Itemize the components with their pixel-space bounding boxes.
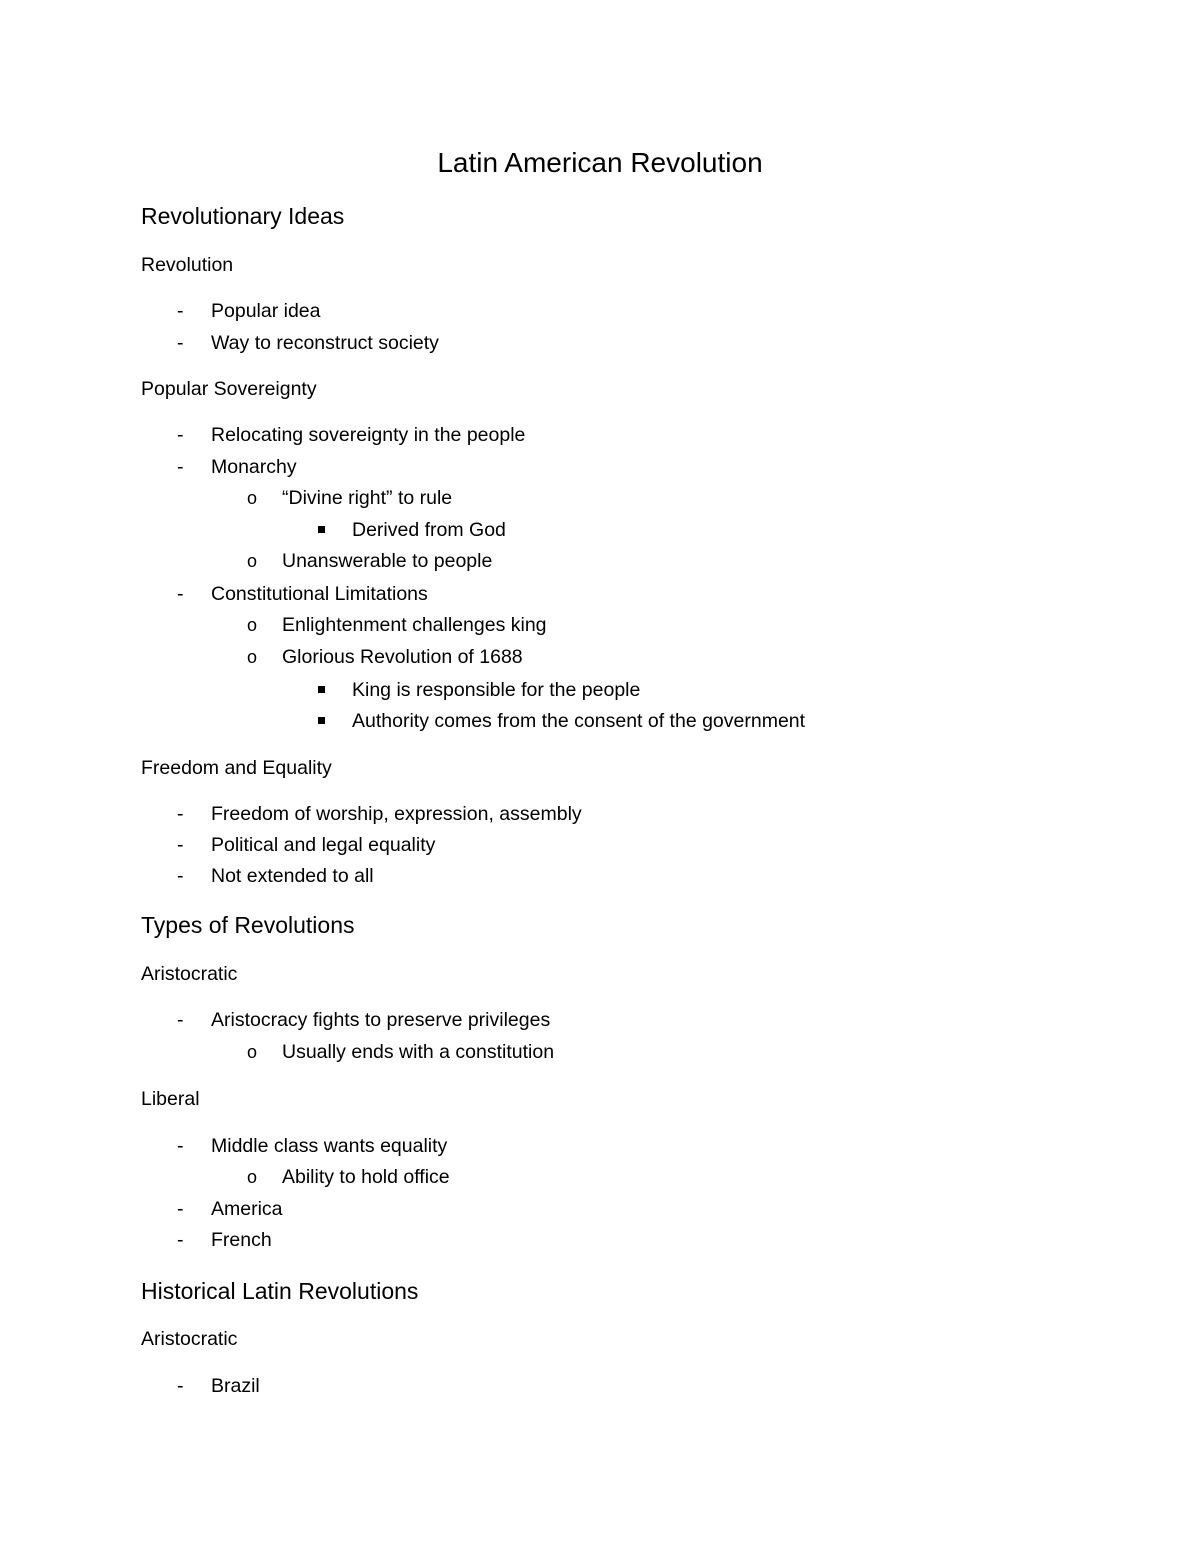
document-title: Latin American Revolution: [437, 147, 763, 178]
circle-bullet: o: [247, 615, 258, 635]
list-item-text: Unanswerable to people: [282, 550, 493, 572]
section-heading-revolutionary-ideas: Revolutionary Ideas: [141, 203, 345, 229]
list-item: [177, 863, 374, 889]
list-item-text: Glorious Revolution of 1688: [282, 646, 523, 668]
list-item-text: Popular idea: [211, 300, 321, 322]
list-item-text: Monarchy: [211, 456, 297, 478]
subheading-popular-sovereignty: Popular Sovereignty: [141, 378, 317, 400]
section-heading-types-of-revolutions: Types of Revolutions: [141, 912, 355, 938]
list-item: [247, 1164, 450, 1190]
section-heading-historical-latin-revolutions: Historical Latin Revolutions: [141, 1278, 419, 1304]
list-item: [247, 612, 547, 638]
dash-bullet: -: [177, 1009, 184, 1031]
list-item: [177, 801, 582, 827]
list-item-text: Middle class wants equality: [211, 1135, 448, 1157]
dash-bullet: -: [177, 424, 184, 446]
dash-bullet: -: [177, 1135, 184, 1157]
dash-bullet: -: [177, 456, 184, 478]
list-item-text: Aristocracy fights to preserve privileges: [211, 1009, 551, 1031]
circle-bullet: o: [247, 647, 258, 667]
list-item-text: Freedom of worship, expression, assembly: [211, 803, 582, 825]
subheading-freedom-and-equality: Freedom and Equality: [141, 757, 332, 779]
circle-bullet: o: [247, 1042, 258, 1062]
dash-bullet: -: [177, 583, 184, 605]
subheading-aristocratic: Aristocratic: [141, 963, 238, 985]
list-item-text: Not extended to all: [211, 865, 374, 887]
subheading-aristocratic: Aristocratic: [141, 1328, 238, 1350]
circle-bullet: o: [247, 1167, 258, 1187]
square-bullet-icon: [318, 526, 325, 533]
subheading-revolution: Revolution: [141, 254, 234, 276]
list-item-text: Political and legal equality: [211, 834, 436, 856]
list-item: [247, 1039, 555, 1065]
list-item-text: Derived from God: [352, 519, 506, 541]
list-item: [352, 708, 805, 734]
list-item-text: French: [211, 1229, 272, 1251]
subheading-liberal: Liberal: [141, 1088, 200, 1110]
list-item: [177, 1196, 283, 1222]
dash-bullet: -: [177, 1375, 184, 1397]
list-item: [177, 1373, 260, 1399]
list-item: [247, 644, 523, 670]
list-item-text: Authority comes from the consent of the government: [352, 710, 806, 732]
circle-bullet: o: [247, 551, 258, 571]
list-item-text: Relocating sovereignty in the people: [211, 424, 526, 446]
list-item: [177, 298, 321, 324]
dash-bullet: -: [177, 1229, 184, 1251]
list-item-text: America: [211, 1198, 283, 1220]
list-item-text: King is responsible for the people: [352, 679, 641, 701]
list-item-text: Constitutional Limitations: [211, 583, 428, 605]
list-item-text: Ability to hold office: [282, 1166, 450, 1188]
list-item: [177, 1227, 272, 1253]
dash-bullet: -: [177, 803, 184, 825]
dash-bullet: -: [177, 865, 184, 887]
dash-bullet: -: [177, 1198, 184, 1220]
dash-bullet: -: [177, 332, 184, 354]
list-item: [177, 330, 439, 356]
list-item: [177, 1133, 448, 1159]
dash-bullet: -: [177, 300, 184, 322]
list-item-text: Usually ends with a constitution: [282, 1041, 555, 1063]
list-item-text: Brazil: [211, 1375, 260, 1397]
square-bullet-icon: [318, 686, 325, 693]
list-item: [177, 454, 297, 480]
list-item: [352, 517, 506, 543]
list-item: [247, 485, 453, 511]
list-item-text: Enlightenment challenges king: [282, 614, 547, 636]
list-item: [177, 1007, 551, 1033]
list-item: [177, 581, 428, 607]
circle-bullet: o: [247, 488, 258, 508]
square-bullet-icon: [318, 717, 325, 724]
list-item: [352, 677, 640, 703]
list-item: [177, 422, 526, 448]
list-item: [177, 832, 436, 858]
list-item-text: “Divine right” to rule: [282, 487, 453, 509]
dash-bullet: -: [177, 834, 184, 856]
list-item: [247, 548, 493, 574]
list-item-text: Way to reconstruct society: [211, 332, 439, 354]
